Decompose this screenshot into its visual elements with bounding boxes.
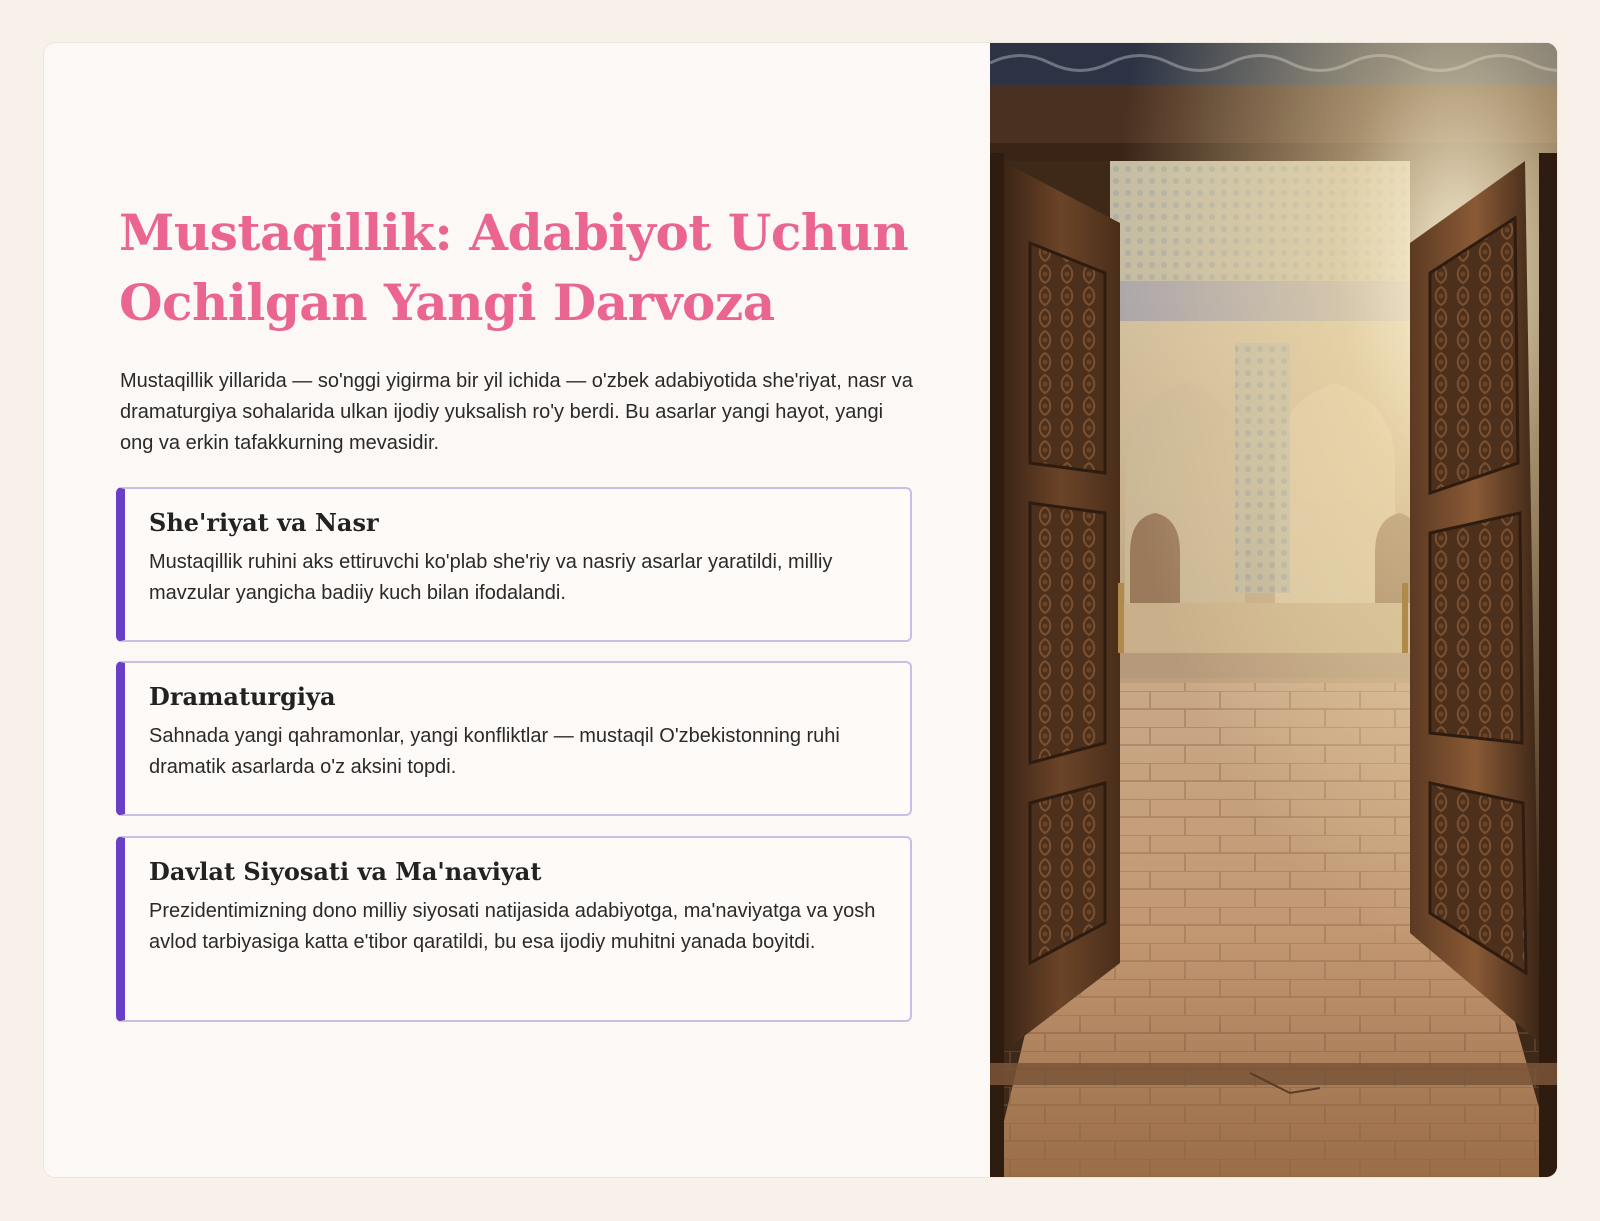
info-card-drama	[116, 661, 912, 816]
intro-paragraph: Mustaqillik yillarida — so'nggi yigirma bir yil ichida — o'zbek adabiyotida she'riyat, nasr va dramaturgiya sohalarida ulkan ijodiy yuksalish ro'y berdi. Bu asarlar yangi hayot, yangi ong va erkin tafakkurning mevasidir.	[120, 370, 913, 454]
card-heading: Dramaturgiya	[149, 682, 336, 711]
info-card-policy	[116, 836, 912, 1022]
slide	[43, 42, 1558, 1178]
card-text: Prezidentimizning dono milliy siyosati natijasida adabiyotga, ma'naviyatga va yosh avlod tarbiyasiga katta e'tibor qaratildi, bu esa ijodiy muhitni yanada boyitdi.	[149, 900, 876, 953]
info-card-poetry-prose	[116, 487, 912, 642]
page-title: Mustaqillik: Adabiyot Uchun Ochilgan Yangi Darvoza	[119, 203, 909, 332]
card-text: Mustaqillik ruhini aks ettiruvchi ko'plab she'riy va nasriy asarlar yaratildi, milliy mavzular yangicha badiiy kuch bilan ifodalandi.	[149, 551, 833, 604]
card-heading: Davlat Siyosati va Ma'naviyat	[149, 857, 542, 886]
doorway-photo	[990, 43, 1558, 1178]
text-panel	[44, 43, 990, 1177]
card-heading: She'riyat va Nasr	[149, 508, 379, 537]
card-text: Sahnada yangi qahramonlar, yangi konfliktlar — mustaqil O'zbekistonning ruhi dramatik asarlarda o'z aksini topdi.	[149, 725, 840, 778]
